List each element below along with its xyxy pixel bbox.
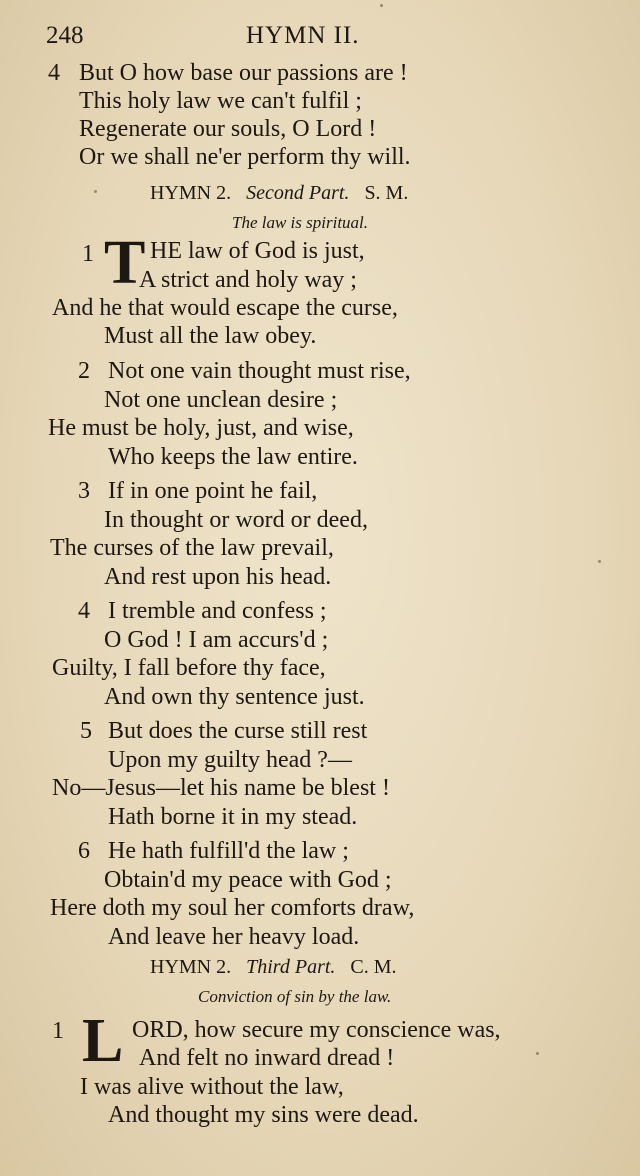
- stanza-number: 4: [48, 60, 60, 86]
- paper-speck: [598, 560, 601, 563]
- verse-line: Or we shall ne'er perform thy will.: [79, 144, 411, 170]
- verse-line: Not one unclean desire ;: [104, 387, 338, 413]
- hymn-subtitle: The law is spiritual.: [232, 213, 369, 232]
- page-number: 248: [46, 22, 84, 49]
- stanza-number: 4: [78, 598, 90, 624]
- drop-cap: L: [82, 1007, 124, 1075]
- stanza-number: 2: [78, 358, 90, 384]
- stanza-number: 1: [82, 241, 94, 267]
- verse-line: Here doth my soul her comforts draw,: [50, 895, 415, 921]
- verse-line: Not one vain thought must rise,: [108, 358, 411, 384]
- verse-line: HE law of God is just,: [150, 238, 365, 264]
- verse-line: I tremble and confess ;: [108, 598, 327, 624]
- hymn-heading: [150, 182, 408, 205]
- verse-line: And felt no inward dread !: [139, 1045, 395, 1071]
- verse-line: Who keeps the law entire.: [108, 444, 358, 470]
- stanza-number: 6: [78, 838, 90, 864]
- hymn-subtitle: Conviction of sin by the law.: [198, 987, 392, 1006]
- verse-line: Obtain'd my peace with God ;: [104, 867, 392, 893]
- stanza-number: 5: [80, 718, 92, 744]
- verse-line: Guilty, I fall before thy face,: [52, 655, 326, 681]
- hymn-heading-part: Third Part.: [246, 956, 336, 978]
- verse-line: O God ! I am accurs'd ;: [104, 627, 329, 653]
- verse-line: No—Jesus—let his name be blest !: [52, 775, 390, 801]
- verse-line: Hath borne it in my stead.: [108, 804, 358, 830]
- verse-line: ORD, how secure my conscience was,: [132, 1017, 501, 1043]
- verse-line: In thought or word or deed,: [104, 507, 368, 533]
- verse-line: But O how base our passions are !: [79, 60, 408, 86]
- page-header: [46, 22, 566, 56]
- verse-line: Upon my guilty head ?—: [108, 747, 352, 773]
- drop-cap: T: [104, 229, 146, 297]
- stanza-number: 3: [78, 478, 90, 504]
- verse-line: Regenerate our souls, O Lord !: [79, 116, 377, 142]
- hymn-heading: [150, 956, 397, 979]
- running-title: HYMN II.: [246, 22, 360, 49]
- hymn-heading-number: HYMN 2.: [150, 956, 232, 978]
- paper-speck: [536, 1052, 539, 1055]
- verse-line: He must be holy, just, and wise,: [48, 415, 354, 441]
- verse-line: I was alive without the law,: [80, 1074, 344, 1100]
- hymn-heading-number: HYMN 2.: [150, 182, 232, 204]
- paper-speck: [380, 4, 383, 7]
- hymn-heading-meter: S. M.: [364, 182, 409, 204]
- verse-line: And rest upon his head.: [104, 564, 332, 590]
- verse-line: And thought my sins were dead.: [108, 1102, 419, 1128]
- verse-line: This holy law we can't fulfil ;: [79, 88, 362, 114]
- verse-line: And he that would escape the curse,: [52, 295, 398, 321]
- hymn-heading-meter: C. M.: [350, 956, 397, 978]
- verse-line: The curses of the law prevail,: [50, 535, 334, 561]
- hymn-heading-part: Second Part.: [246, 182, 350, 204]
- paper-speck: [94, 190, 97, 193]
- verse-line: A strict and holy way ;: [139, 267, 357, 293]
- verse-line: But does the curse still rest: [108, 718, 368, 744]
- stanza-number: 1: [52, 1018, 64, 1044]
- verse-line: If in one point he fail,: [108, 478, 318, 504]
- verse-line: And leave her heavy load.: [108, 924, 360, 950]
- verse-line: And own thy sentence just.: [104, 684, 365, 710]
- verse-line: Must all the law obey.: [104, 323, 317, 349]
- verse-line: He hath fulfill'd the law ;: [108, 838, 349, 864]
